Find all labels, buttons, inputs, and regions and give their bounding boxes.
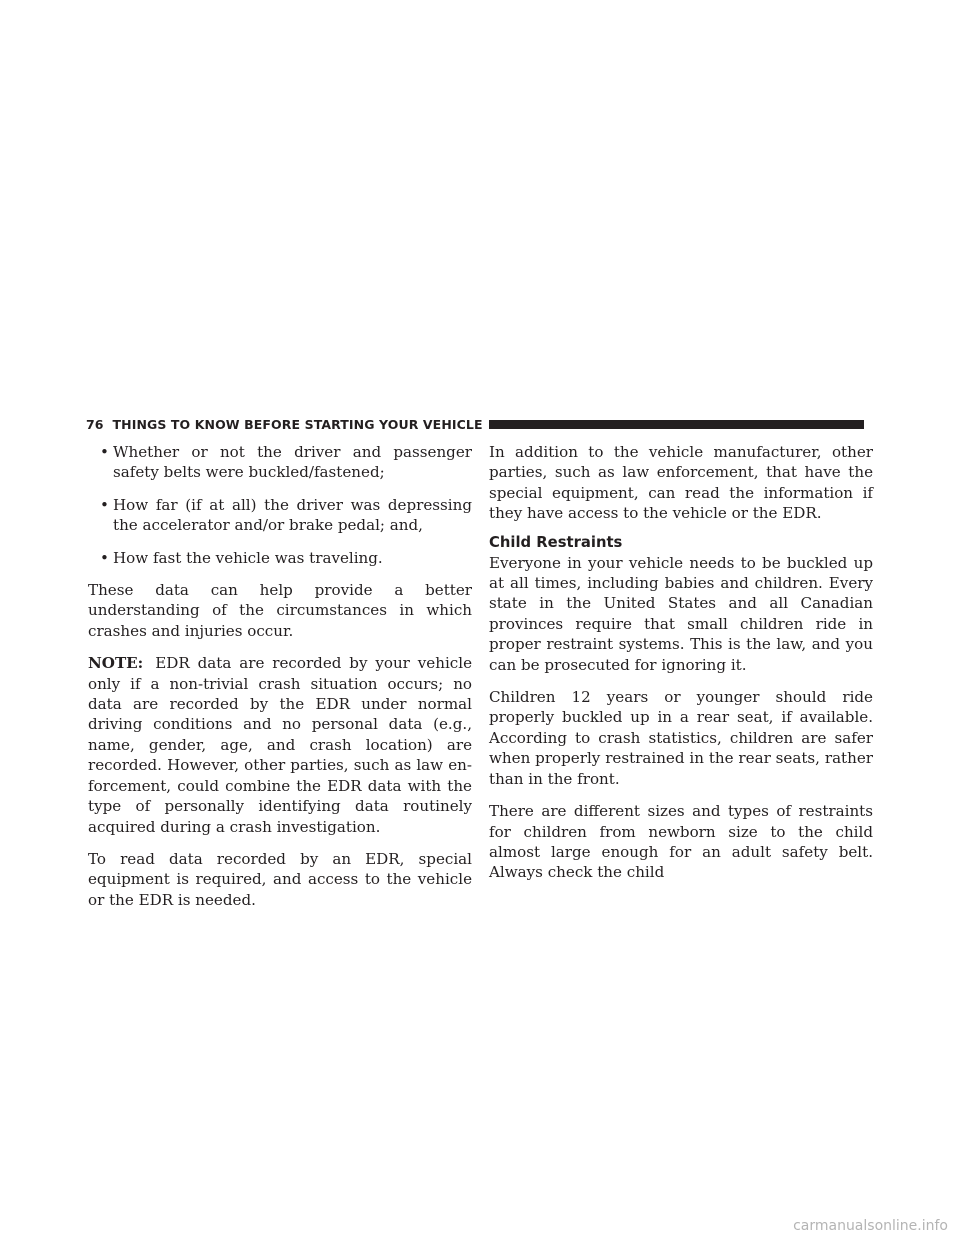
header-text <box>86 417 483 432</box>
bullet-icon: • <box>100 548 109 567</box>
paragraph: There are different sizes and types of restraints for children from newborn size to the child almost large enough for an adult safety belt. Always check the child <box>489 802 873 882</box>
note-paragraph <box>88 653 472 837</box>
paragraph: To read data recorded by an EDR, special equipment is required, and access to the vehicle or the EDR is needed. <box>88 849 472 909</box>
bullet-text: How fast the vehicle was traveling. <box>113 548 383 567</box>
bullet-text: How far (if at all) the driver was depressing the accelerator and/or brake pedal; and, <box>113 495 472 535</box>
bullet-icon: • <box>100 495 109 514</box>
paragraph: These data can help provide a better understanding of the circumstances in which crashes and injuries occur. <box>88 581 472 640</box>
bullet-item <box>88 548 472 568</box>
page-number: 76 <box>86 416 104 432</box>
section-title: THINGS TO KNOW BEFORE STARTING YOUR VEHICLE <box>112 416 483 432</box>
bullet-text: Whether or not the driver and passenger safety belts were buckled/fastened; <box>113 443 472 482</box>
watermark: carmanualsonline.info <box>793 1218 948 1234</box>
bullet-icon: • <box>100 443 109 461</box>
paragraph: Children 12 years or younger should ride properly buckled up in a rear seat, if available. According to crash statistics, children are safer when properly restrained in the rear seats, rather than in the front. <box>489 688 873 788</box>
header-rule <box>489 420 864 429</box>
paragraph: Everyone in your vehicle needs to be buckled up at all times, including babies and children. Every state in the United States and all Canadian provinces require that small children ride in proper restraint systems. This is the law, and you can be prosecuted for ignoring it. <box>489 553 873 674</box>
bullet-item <box>88 442 472 483</box>
note-label: NOTE: <box>88 654 144 673</box>
page-header <box>86 414 864 434</box>
bullet-item <box>88 495 472 536</box>
note-text: EDR data are recorded by your vehicle only if a non-trivial crash situation occurs; no data are recorded by the EDR under normal driving conditions and no personal data (e.g., name, gender, age, and crash location) are recorded. However, other parties, such as law enforcement, could combine the EDR data with the type of personally identifying data routinely acquired during a crash investigation. <box>88 654 472 836</box>
right-column <box>489 442 873 895</box>
paragraph: In addition to the vehicle manufacturer, other parties, such as law enforcement, that have the special equipment, can read the information if they have access to the vehicle or the EDR. <box>489 443 873 523</box>
left-column <box>88 442 472 922</box>
section-heading: Child Restraints <box>489 533 623 551</box>
